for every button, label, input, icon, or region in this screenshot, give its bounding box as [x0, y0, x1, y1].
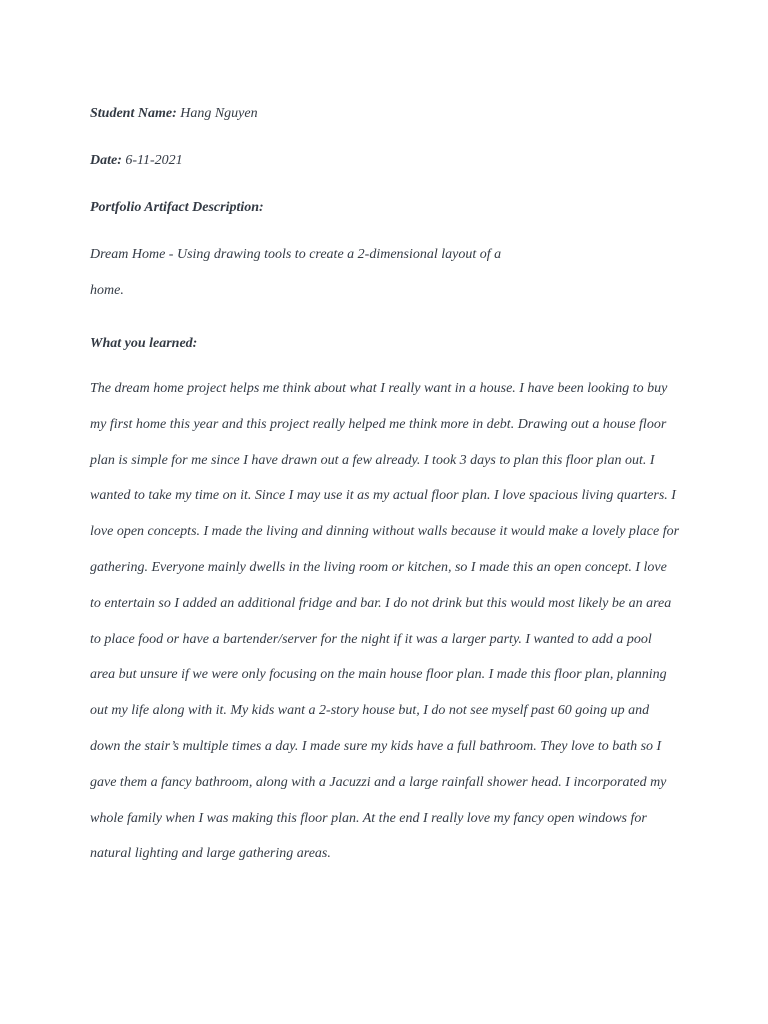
- learned-label: What you learned:: [90, 336, 198, 351]
- student-name-row: [90, 103, 690, 125]
- date-value: 6-11-2021: [125, 153, 183, 168]
- student-name-label: Student Name:: [90, 106, 177, 121]
- date-row: [90, 150, 690, 172]
- portfolio-document: [90, 103, 690, 872]
- student-name-value: Hang Nguyen: [180, 106, 258, 121]
- artifact-heading: [90, 197, 690, 219]
- learned-paragraph: The dream home project helps me think about what I really want in a house. I have been looking to buy my first home this year and this project really helped me think more in debt. Drawing out a house floor plan is simple for me since I have drawn out a few already. I took 3 days to plan this floor plan out. I wanted to take my time on it. Since I may use it as my actual floor plan. I love spacious living quarters. I love open concepts. I made the living and dinning without walls because it would make a lovely place for gathering. Everyone mainly dwells in the living room or kitchen, so I made this an open concept. I love to entertain so I added an additional fridge and bar. I do not drink but this would most likely be an area to place food or have a bartender/server for the night if it was a larger party. I wanted to add a pool area but unsure if we were only focusing on the main house floor plan. I made this floor plan, planning out my life along with it. My kids want a 2-story house but, I do not see myself past 60 going up and down the stair’s multiple times a day. I made sure my kids have a full bathroom. They love to bath so I gave them a fancy bathroom, along with a Jacuzzi and a large rainfall shower head. I incorporated my whole family when I was making this floor plan. At the end I really love my fancy open windows for natural lighting and large gathering areas.: [90, 381, 680, 862]
- date-label: Date:: [90, 153, 122, 168]
- artifact-description: Dream Home - Using drawing tools to create a 2-dimensional layout of a home.: [90, 247, 502, 298]
- learned-heading: [90, 333, 690, 355]
- artifact-label: Portfolio Artifact Description:: [90, 200, 264, 215]
